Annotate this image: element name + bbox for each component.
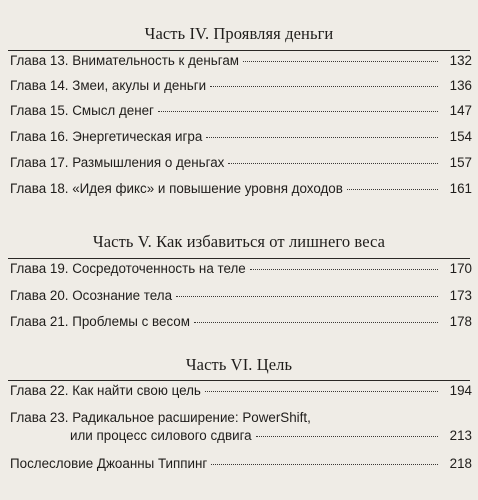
page-number: 154 [449,129,472,144]
page-number: 218 [449,456,472,471]
page-number: 147 [449,103,472,118]
toc-entry-chapter-19 [10,260,472,278]
chapter-title: Глава 19. Сосредоточенность на теле [10,261,246,276]
toc-entry-chapter-17 [10,154,472,172]
dot-leader [347,189,438,190]
page-number: 132 [449,53,472,68]
dot-leader [243,61,438,62]
toc-entry-afterword [10,455,472,473]
dot-leader [250,269,438,270]
part-vi-rule [8,380,470,381]
page-number: 136 [449,78,472,93]
dot-leader [256,436,438,437]
afterword-title: Послесловие Джоанны Типпинг [10,456,208,471]
page-number: 161 [449,181,472,196]
chapter-title: Глава 23. Радикальное расширение: PowerShift, [10,410,311,425]
part-iv-title: Часть IV. Проявляя деньги [144,24,334,43]
page-number: 170 [449,261,472,276]
chapter-title: Глава 18. «Идея фикс» и повышение уровня доходов [10,181,343,196]
toc-entry-chapter-21 [10,313,472,331]
chapter-title-continued: или процесс силового сдвига [70,428,252,443]
chapter-title: Глава 15. Смысл денег [10,103,154,118]
dot-leader [228,163,438,164]
dot-leader [194,322,438,323]
chapter-title: Глава 14. Змеи, акулы и деньги [10,78,207,93]
part-iv-rule [8,50,470,51]
page-number: 178 [449,314,472,329]
dot-leader [210,86,438,87]
dot-leader [176,296,438,297]
toc-entry-chapter-16 [10,128,472,146]
page-number: 173 [449,288,472,303]
chapter-title: Глава 22. Как найти свою цель [10,383,201,398]
page-number: 194 [449,383,472,398]
part-vi-title: Часть VI. Цель [185,355,293,374]
page-number: 213 [449,428,472,443]
toc-entry-chapter-13 [10,52,472,70]
dot-leader [211,464,438,465]
toc-entry-chapter-23 [10,409,472,445]
toc-entry-chapter-18 [10,180,472,198]
chapter-title: Глава 20. Осознание тела [10,288,173,303]
toc-entry-chapter-15 [10,102,472,120]
dot-leader [158,111,438,112]
part-v-rule [8,258,470,259]
toc-entry-chapter-14 [10,77,472,95]
part-v-title: Часть V. Как избавиться от лишнего веса [92,232,386,251]
chapter-title: Глава 16. Энергетическая игра [10,129,203,144]
chapter-title: Глава 17. Размышления о деньгах [10,155,225,170]
page-number: 157 [449,155,472,170]
dot-leader [206,137,438,138]
chapter-title: Глава 21. Проблемы с весом [10,314,190,329]
toc-entry-chapter-22 [10,382,472,400]
toc-entry-chapter-20 [10,287,472,305]
chapter-title: Глава 13. Внимательность к деньгам [10,53,239,68]
dot-leader [205,391,438,392]
